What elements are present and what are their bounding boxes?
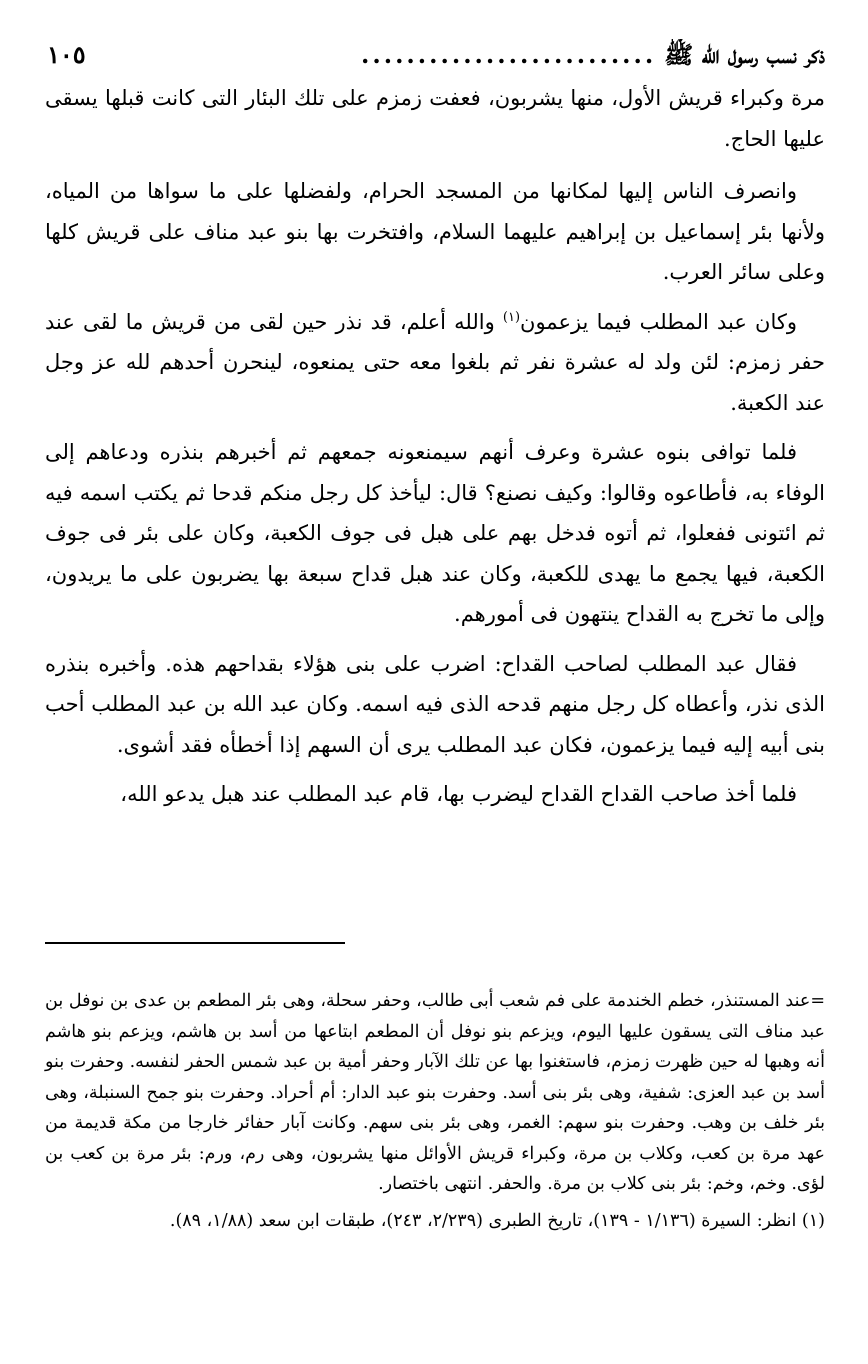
footnote-separator <box>45 942 345 944</box>
book-page <box>45 38 825 1231</box>
footnotes <box>45 986 825 1236</box>
running-header <box>45 38 825 72</box>
paragraph-4: فلما توافى بنوه عشرة وعرف أنهم سيمنعونه جمعهم ثم أخبرهم بنذره ودعاهم إلى الوفاء به، فأطاعوه وقالوا: وكيف نصنع؟ قال: ليأخذ كل رجل منكم قدحا ثم يكتب اسمه فيه ثم ائتونى ففعلوا، ثم أتوه فدخل بهم على هبل فى جوف الكعبة، وكان على بئر فى جوف الكعبة، فيها يجمع ما يهدى للكعبة، وكان عند هبل قداح سبعة بها يضربون على ما يريدون، وإلى ما تخرج به القداح ينتهون فى أمورهم. <box>45 440 825 626</box>
paragraph-3-start: وكان عبد المطلب فيما يزعمون <box>520 309 797 334</box>
header-title-group <box>98 39 825 71</box>
footnote-reference[interactable]: (١) <box>502 309 521 325</box>
paragraph-3 <box>45 302 825 424</box>
footnote-1: (١) انظر: السيرة (١/١٣٦ - ١٣٩)، تاريخ الطبرى (٢/٢٣٩، ٢٤٣)، طبقات ابن سعد (١/٨٨، ٨٩). <box>169 1210 825 1231</box>
paragraph-6: فلما أخذ صاحب القداح القداح ليضرب بها، قام عبد المطلب عند هبل يدعو الله، <box>120 782 797 806</box>
paragraph-3-rest: والله أعلم، قد نذر حين لقى من قريش ما لقى عند حفر زمزم: لئن ولد له عشرة نفر ثم بلغوا معه حتى يمنعوه، لينحرن أحدهم لله عز وجل عند الكعبة. <box>45 309 825 415</box>
leader-dots: .......................... <box>361 40 657 69</box>
running-title: ذكر نسب رسول الله ﷺ <box>664 40 825 69</box>
paragraph-2: وانصرف الناس إليها لمكانها من المسجد الحرام، ولفضلها على ما سواها من المياه، ولأنها بئر إسماعيل بن إبراهيم عليهما السلام، وافتخرت بها بنو عبد مناف على قريش كلها وعلى سائر العرب. <box>45 179 825 284</box>
paragraph-5: فقال عبد المطلب لصاحب القداح: اضرب على بنى هؤلاء بقداحهم هذه. وأخبره بنذره الذى نذر، وأعطاه كل رجل منهم قدحه الذى فيه اسمه. وكان عبد الله بن عبد المطلب أحب بنى أبيه إليه فيما يزعمون، فكان عبد المطلب يرى أن السهم إذا أخطأه فقد أشوى. <box>45 651 825 757</box>
page-number: ١٠٥ <box>47 40 86 69</box>
footnote-continuation: =عند المستنذر، خطم الخندمة على فم شعب أبى طالب، وحفر سحلة، وهى بئر المطعم بن عدى بن نوفل بن عبد مناف التى يسقون عليها اليوم، ويزعم بنو نوفل أن المطعم ابتاعها من أسد بن هاشم، ويزعم بنو هاشم أنه وهبها له حين ظهرت زمزم، فاستغنوا بها عن تلك الآبار وحفر أمية بن عبد شمس الحفر لنفسه. وحفرت بنو أسد بن عبد العزى: شفية، وهى بئر بنى أسد. وحفرت بنو عبد الدار: أم أحراد. وحفرت بنو جمح السنبلة، وهى بئر خلف بن وهب. وحفرت بنو سهم: الغمر، وهى بئر بنى سهم. وكانت آبار حفائر خارجا من مكة قديمة من عهد مرة بن كعب، وكلاب بن مرة، وكبراء قريش الأوائل منها يشربون، وهى رم، ورم: بئر مرة بن كعب بن لؤى. وخم، وخم: بئر بنى كلاب بن مرة. والحفر. انتهى باختصار. <box>45 991 825 1194</box>
main-text <box>45 78 825 815</box>
paragraph-1: مرة وكبراء قريش الأول، منها يشربون، فعفت زمزم على تلك البئار التى كانت قبلها يسقى عليها الحاج. <box>45 86 825 151</box>
